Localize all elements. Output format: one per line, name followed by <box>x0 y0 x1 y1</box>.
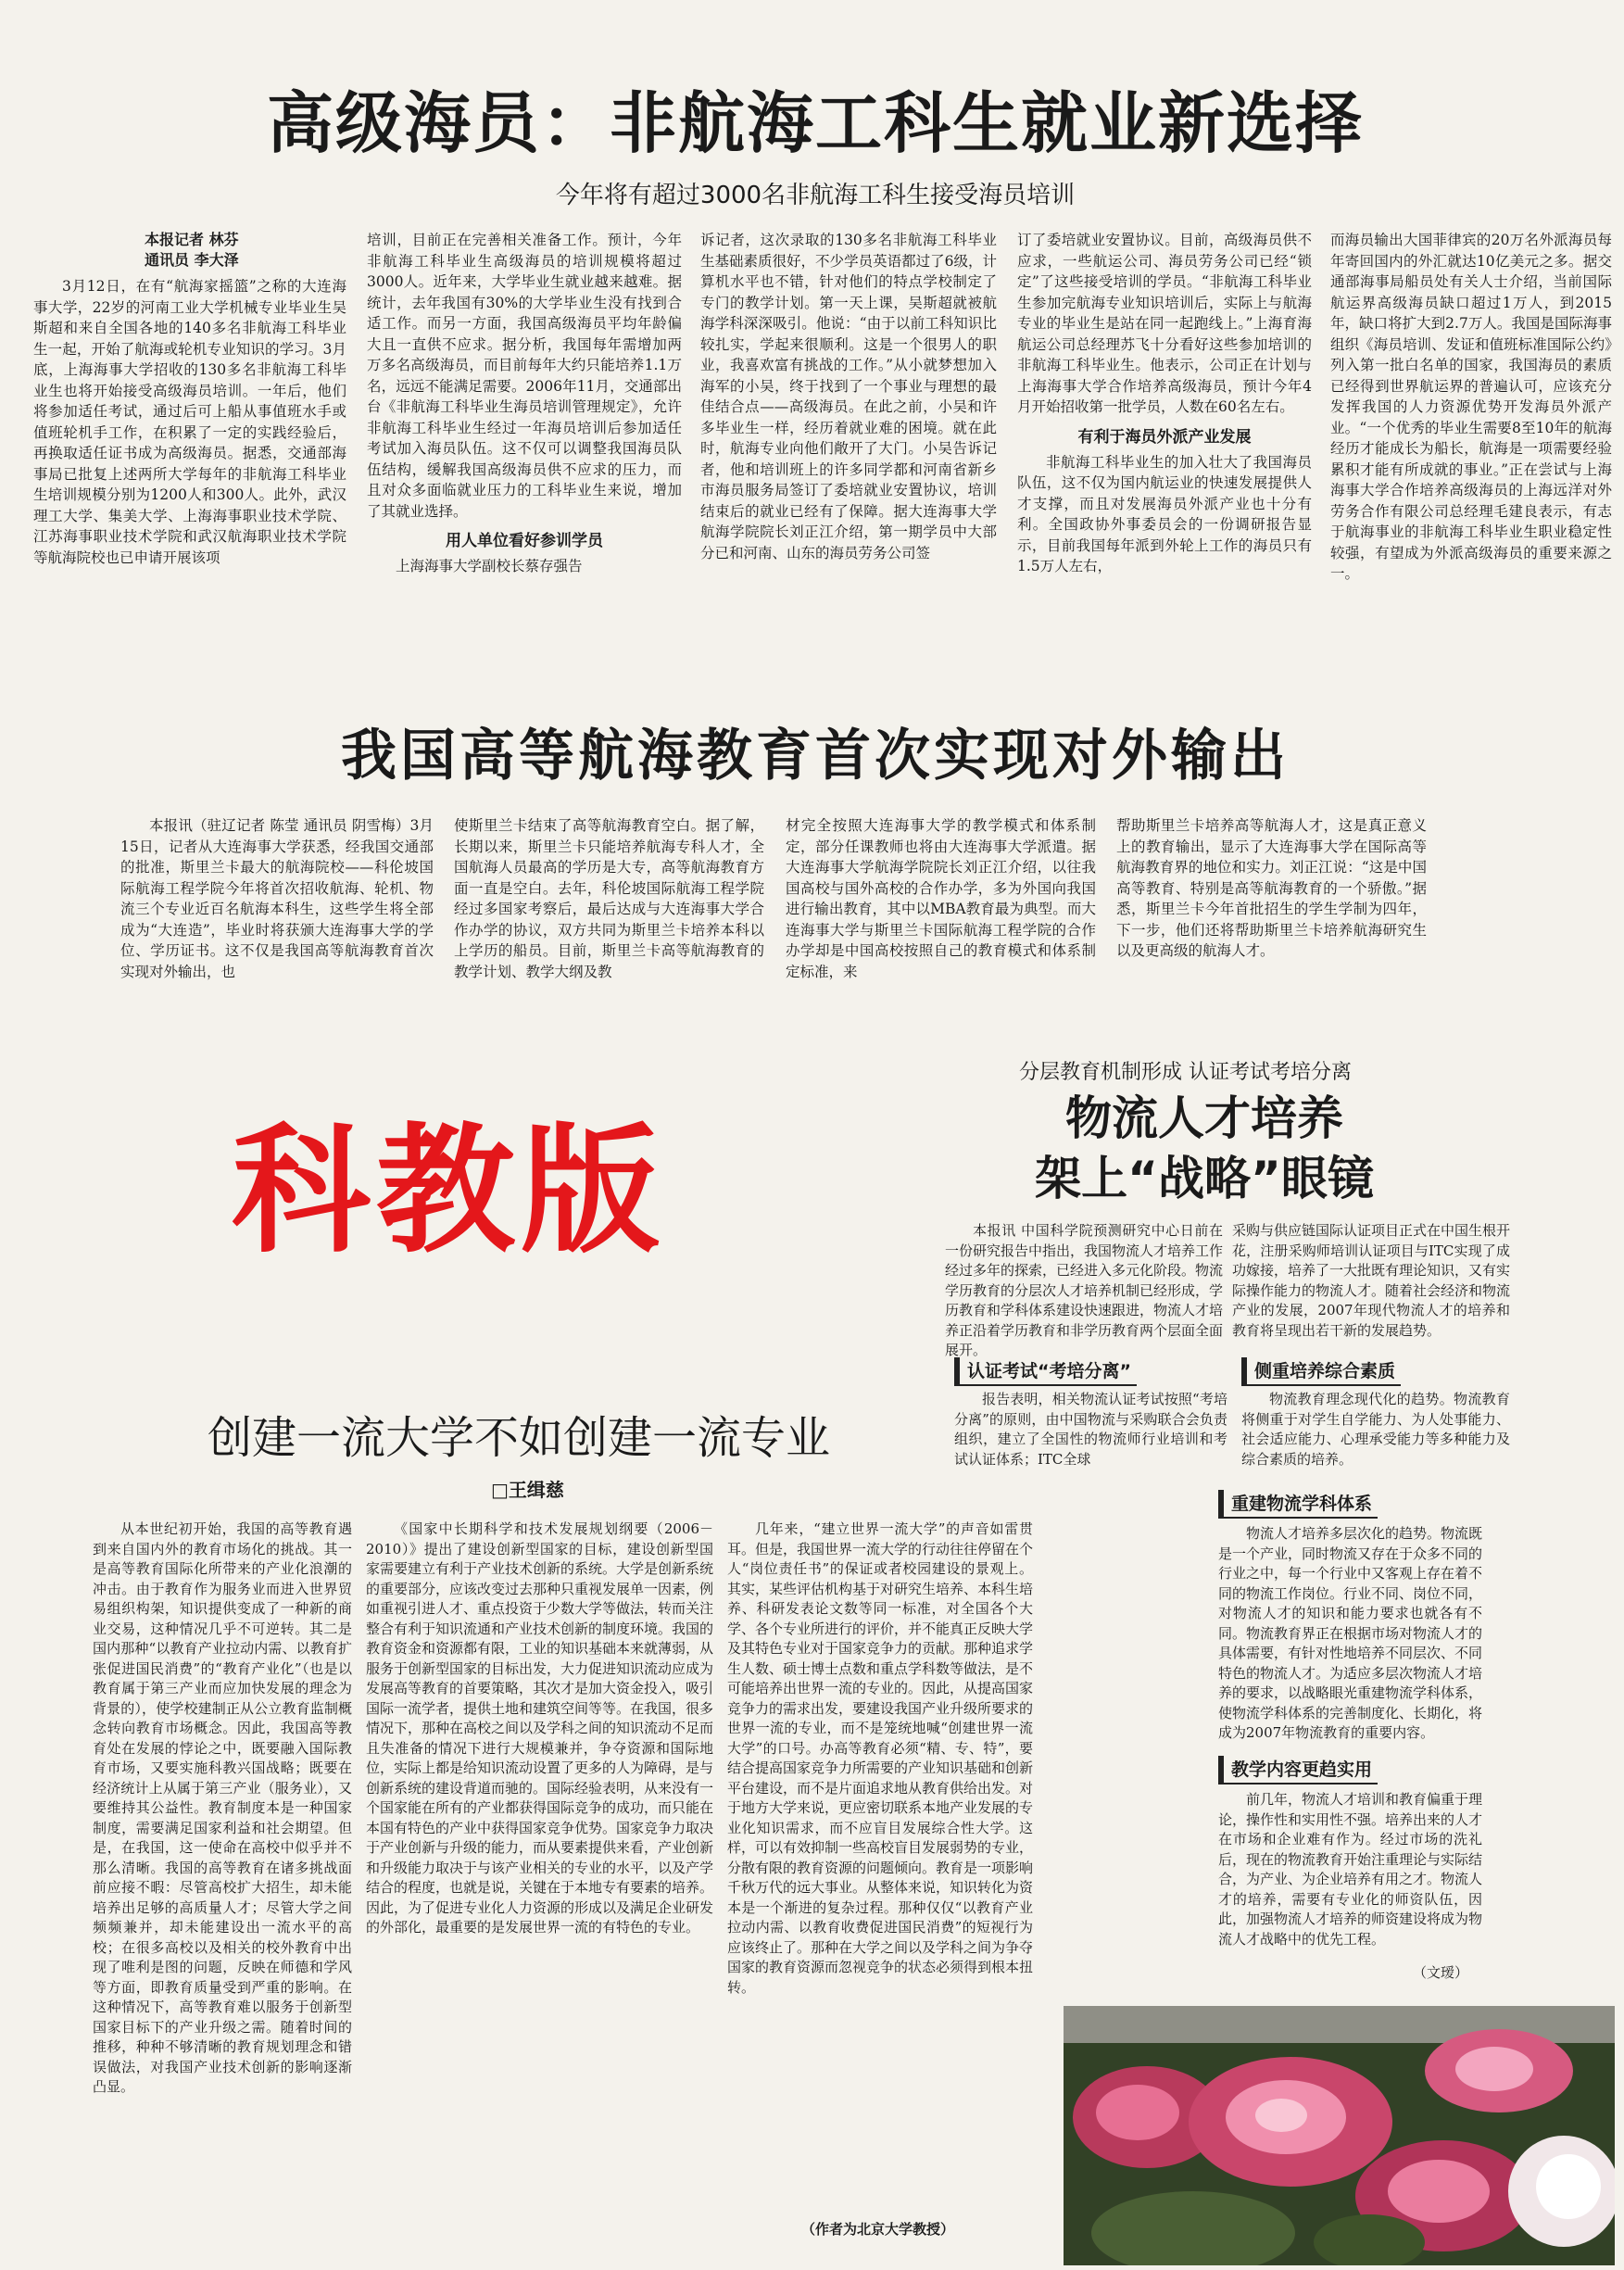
article1-column-4-text-b: 非航海工科毕业生的加入壮大了我国海员队伍，这不仅为国内航运业的快速发展提供人才支撑，而且对发展海员外派产业也十分有利。全国政协外事委员会的一份调研报告显示，目前我国每年派到外轮上工作的海员只有1.5万人左右， <box>1017 453 1312 574</box>
article1-column-1 <box>33 230 346 739</box>
article3-kicker: 分层教育机制形成 认证考试考培分离 <box>1019 1061 1352 1084</box>
article1-column-1-text: 3月12日，在有“航海家摇篮”之称的大连海事大学，22岁的河南工业大学机械专业毕业生吴斯超和来自全国各地的140多名非航海工科毕业生一起，开始了航海或轮机专业知识的学习。3月底，上海海事大学招收的130多名非航海工科毕业生也将开始接受高级海员培训。一年后，他们将参加适任考试，通过后可上船从事值班水手或值班轮机手工作，在积累了一定的实践经验后，再换取适任证书成为高级海员。据悉，交通部海事局已批复上述两所大学每年的非航海工科毕业生培训规模分别为1200人和300人。此外，武汉理工大学、集美大学、上海海事职业技术学院、江苏海事职业技术学院和武汉航海职业技术学院等航海院校也已申请开展该项 <box>33 278 346 566</box>
article1-subhead-outbound: 有利于海员外派产业发展 <box>1077 427 1252 447</box>
article3-subhead-certification <box>954 1357 1137 1386</box>
article3-headline-line1: 物流人才培养 <box>1065 1091 1343 1145</box>
article3-practical-body <box>1218 1790 1482 1961</box>
article4-column-2 <box>366 1520 713 2233</box>
article3-subhead-discipline <box>1218 1490 1378 1519</box>
article1-column-5 <box>1330 230 1612 749</box>
article1-subhead-employers: 用人单位看好参训学员 <box>446 532 603 550</box>
article1-column-5-text: 而海员输出大国菲律宾的20万名外派海员每年寄回国内的外汇就达10亿美元之多。据交通部海事局船员处有关人士介绍，当前国际航运界高级海员缺口超过1万人，到2015年，缺口将扩大到2.7万人。我国是国际海事组织《海员培训、发证和值班标准国际公约》列入第一批白名单的国家，我国海员的素质已经得到世界航运界的普遍认可，应该充分发挥我国的人力资源优势开发海员外派产业。“一个优秀的毕业生需要8至10年的航海经历才能成长为船长，航海是一项需要经验累积才能有所成就的事业。”正在尝试与上海海事大学合作培养高级海员的上海远洋对外劳务合作有限公司总经理毛建良表示，有志于航海事业的非航海工科毕业生职业稳定性较强，有望成为外派高级海员的重要来源之一。 <box>1330 232 1612 582</box>
article1-column-3-text: 诉记者，这次录取的130多名非航海工科毕业生基础素质很好，不少学员英语都过了6级，计算机水平也不错，针对他们的特点学校制定了专门的教学计划。第一天上课，吴斯超就被航海学科深深吸引。他说：“由于以前工科知识比较扎实，学起来很顺利。这是一个很男人的职业，我喜欢富有挑战的工作。”从小就梦想加入海军的小吴，终于找到了一个事业与理想的最佳结合点——高级海员。在此之前，小吴和许多毕业生一样，经历着就业难的困境。就在此时，航海专业向他们敞开了大门。小吴告诉记者，他和培训班上的许多同学都和河南省新乡市海员服务局签订了委培就业安置协议，培训结束后的就业已经有了保障。据大连海事大学航海学院院长刘正江介绍，第一期学员中大部分已和河南、山东的海员劳务公司签 <box>700 232 997 561</box>
article1-column-2 <box>367 230 682 749</box>
article1-column-4 <box>1017 230 1312 749</box>
article3-quality-text: 物流教育理念现代化的趋势。物流教育将侧重于对学生自学能力、为人处事能力、社会适应能力、心理承受能力等多种能力及综合素质的培养。 <box>1241 1391 1510 1468</box>
article3-discipline-body <box>1218 1524 1482 1751</box>
article4-column-1-text: 从本世纪初开始，我国的高等教育遇到来自国内外的教育市场化的挑战。其一是高等教育国际化所带来的产业化浪潮的冲击。由于教育作为服务业而进入世界贸易组织构架，知识提供变成了一种新的商业交易，这种情况几乎不可逆转。其二是国内那种“以教育产业拉动内需、以教育扩张促进国民消费”的“教育产业化”（也是以教育属于第三产业而应加快发展的理念为背景的），使学校建制正从公立教育监制概念转向教育市场概念。因此，我国高等教育处在发展的悖论之中，既要融入国际教育市场，又要实施科教兴国战略；既要在经济统计上从属于第三产业（服务业），又要维持其公益性。教育制度本是一种国家制度，需要满足国家利益和社会期望。但是，在我国，这一使命在高校中似乎并不那么清晰。我国的高等教育在诸多挑战面前应接不暇：尽管高校扩大招生，却未能培养出足够的高质量人才；尽管大学之间频频兼并，却未能建设出一流水平的高校；在很多高校以及相关的校外教育中出现了唯利是图的问题，反映在师德和学风等方面，即教育质量受到严重的影响。在这种情况下，高等教育难以服务于创新型国家目标下的产业升级之需。随着时间的推移，种种不够清晰的教育规划理念和错误做法，对我国产业技术创新的影响逐渐凸显。 <box>93 1520 352 2095</box>
article3-intro-right <box>1232 1221 1510 1362</box>
article2-column-1 <box>120 815 434 1130</box>
article4-column-2-text: 《国家中长期科学和技术发展规划纲要（2006－2010）》提出了建设创新型国家的目标，建设创新型国家需要建立有利于产业技术创新的系统。大学是创新系统的重要部分，应该改变过去那种只重视发展单一因素，例如重视引进人才、重点投资于少数大学等做法，转而关注整合有利于知识流通和产业技术创新的制度环境。我国的教育资金和资源都有限，工业的知识基础本来就薄弱，从服务于创新型国家的目标出发，大力促进知识流动应成为发展高等教育的首要策略，其次才是加大资金投入，吸引国际一流学者，提供土地和建筑空间等等。在我国，很多情况下，那种在高校之间以及学科之间的知识流动不足而且失准备的情况下进行大规模兼并，争夺资源和国际地位，实际上都是给知识流动设置了更多的人为障碍，是与创新系统的建设背道而驰的。国际经验表明，从来没有一个国家能在所有的产业都获得国际竞争的成功，而只能在本国有特色的产业中获得国家竞争优势。国家竞争力取决于产业创新与升级的能力，而从要素提供来看，产业创新和升级能力取决于与该产业相关的专业的水平，以及产学结合的程度，也就是说，关键在于本地专有要素的培养。因此，为了促进专业化人力资源的形成以及满足企业研发的外部化，最重要的是发展世界一流的有特色的专业。 <box>366 1520 713 1936</box>
article1-column-2-text-b: 上海海事大学副校长蔡存强告 <box>396 558 583 574</box>
article4-column-3 <box>727 1520 1033 2205</box>
article3-certification-text: 报告表明，相关物流认证考试按照“考培分离”的原则，由中国物流与采购联合会负责组织，建立了全国性的物流师行业培训和考试认证体系；ITC全球 <box>954 1391 1227 1468</box>
article3-intro-right-text: 采购与供应链国际认证项目正式在中国生根开花，注册采购师培训认证项目与ITC实现了成功嫁接，培养了一大批既有理论知识，又有实际操作能力的物流人才。随着社会经济和物流产业的发展，2007年现代物流人才的培养和教育将呈现出若干新的发展趋势。 <box>1232 1222 1510 1339</box>
article3-discipline-text: 物流人才培养多层次化的趋势。物流既是一个产业，同时物流又存在于众多不同的行业之中，每一个行业中又客观上存在着不同的物流工作岗位。行业不同、岗位不同，对物流人才的知识和能力要求也就各有不同。物流教育界正在根据市场对物流人才的具体需要，有针对性地培养不同层次、不同特色的物流人才。为适应多层次物流人才培养的要求，以战略眼光重建物流学科体系，使物流学科体系的完善制度化、长期化，将成为2007年物流教育的重要内容。 <box>1218 1525 1482 1741</box>
article4-sign: （作者为北京大学教授） <box>801 2221 955 2238</box>
article2-column-4-text: 帮助斯里兰卡培养高等航海人才，这是真正意义上的教育输出，显示了大连海事大学在国际高等航海教育界的地位和实力。刘正江说：“这是中国高等教育、特别是高等航海教育的一个骄傲。”据悉，斯里兰卡今年首批招生的学生学制为四年，下一步，他们还将帮助斯里兰卡培养航海研究生以及更高级的航海人才。 <box>1116 817 1427 959</box>
article3-intro-left <box>945 1221 1223 1362</box>
article3-headline-line2: 架上“战略”眼镜 <box>1035 1152 1374 1205</box>
article1-column-2-text: 培训，目前正在完善相关准备工作。预计，今年非航海工科毕业生高级海员的培训规模将超过3000人。近年来，大学毕业生就业越来越难。据统计，去年我国有30%的大学毕业生没有找到合适工作。而另一方面，我国高级海员平均年龄偏大且一直供不应求。据分析，我国每年需增加两万多名高级海员，而目前每年大约只能培养1.1万名，远远不能满足需要。2006年11月，交通部出台《非航海工科毕业生海员培训管理规定》，允许非航海工科毕业生经过一年海员培训后参加适任考试加入海员队伍。这不仅可以调整我国海员队伍结构，缓解我国高级海员供不应求的压力，而且对众多面临就业压力的工科毕业生来说，增加了其就业选择。 <box>367 232 682 520</box>
article3-subhead-practical <box>1218 1756 1378 1784</box>
article1-subheadline: 今年将有超过3000名非航海工科生接受海员培训 <box>555 182 1076 209</box>
article3-subhead-certification-label: 认证考试“考培分离” <box>954 1357 1137 1386</box>
article3-subhead-quality <box>1241 1357 1401 1386</box>
article1-headline: 高级海员：非航海工科生就业新选择 <box>266 84 1364 162</box>
article3-subhead-quality-label: 侧重培养综合素质 <box>1241 1357 1401 1386</box>
article3-subhead-practical-label: 教学内容更趋实用 <box>1218 1756 1378 1784</box>
article4-author: □王缉慈 <box>491 1479 564 1501</box>
article2-headline: 我国高等航海教育首次实现对外输出 <box>341 724 1290 788</box>
article2-column-3-text: 材完全按照大连海事大学的教学模式和体系制定，部分任课教师也将由大连海事大学派遣。据大连海事大学航海学院院长刘正江介绍，以往我国高校与国外高校的合作办学，多为外国向我国进行输出教育，其中以MBA教育最为典型。而大连海事大学与斯里兰卡国际航海工程学院的合作办学却是中国高校按照自己的教育模式和体系制定标准，来 <box>786 817 1096 980</box>
article3-subhead-discipline-label: 重建物流学科体系 <box>1218 1490 1378 1519</box>
article4-column-1 <box>93 1520 352 2233</box>
article3-certification-body <box>954 1390 1227 1482</box>
article1-column-3 <box>700 230 997 749</box>
article3-practical-text: 前几年，物流人才培训和教育偏重于理论，操作性和实用性不强。培养出来的人才在市场和企业难有作为。经过市场的洗礼后，现在的物流教育开始注重理论与实际结合，为产业、为企业培养有用之才。物流人才的培养，需要有专业化的师资队伍，因此，加强物流人才培养的师资建设将成为物流人才战略中的优先工程。 <box>1218 1791 1482 1948</box>
article4-column-3-text: 几年来，“建立世界一流大学”的声音如雷贯耳。但是，我国世界一流大学的行动往往停留在个人“岗位责任书”的保证或者校园建设的景观上。其实，某些评估机构基于对研究生培养、本科生培养、科研发表论文数等同一标准，对全国各个大学、各个专业所进行的评价，并不能真正反映大学及其特色专业对于国家竞争力的贡献。那种追求学生人数、硕士博士点数和重点学科数等做法，是不可能培养出世界一流的专业的。因此，从提高国家竞争力的需求出发，要建设我国产业升级所要求的世界一流的专业，而不是笼统地喊“创建世界一流大学”的口号。办高等教育必须“精、专、特”，要结合提高国家竞争力所需要的产业知识基础和创新平台建设，而不是片面追求地从教育供给出发。对于地方大学来说，更应密切联系本地产业发展的专业化知识需求，而不应盲目发展综合性大学。这样，可以有效抑制一些高校盲目发展弱势的专业，分散有限的教育资源的问题倾向。教育是一项影响千秋万代的远大事业。从整体来说，知识转化为资本是一个渐进的复杂过程。那种仅仅“以教育产业拉动内需、以教育收费促进国民消费”的短视行为应该终止了。那种在大学之间以及学科之间为争夺国家的教育资源而忽视竞争的状态必须得到根本扭转。 <box>727 1520 1033 1996</box>
article3-intro-left-text: 本报讯 中国科学院预测研究中心日前在一份研究报告中指出，我国物流人才培养工作经过多年的探索，已经进入多元化阶段。物流学历教育的分层次人才培养机制已经形成，学历教育和学科体系建设快速跟进，物流人才培养正沿着学历教育和非学历教育两个层面全面展开。 <box>945 1222 1223 1358</box>
article1-byline-correspondent: 通讯员 李大泽 <box>145 251 239 269</box>
article2-column-2-text: 使斯里兰卡结束了高等航海教育空白。据了解，长期以来，斯里兰卡只能培养航海专科人才，全国航海人员最高的学历是大专，高等航海教育方面一直是空白。去年，科伦坡国际航海工程学院经过多国家考察后，最后达成与大连海事大学合作办学的协议，双方共同为斯里兰卡培养本科以上学历的船员。目前，斯里兰卡高等航海教育的教学计划、教学大纲及教 <box>454 817 764 980</box>
article3-sign: （文瑷） <box>1413 1964 1469 1981</box>
article1-byline-reporter: 本报记者 林芬 <box>145 231 239 248</box>
section-title: 科教版 <box>232 1109 666 1272</box>
peony-flowers-photo <box>1064 2006 1615 2265</box>
article4-headline: 创建一流大学不如创建一流专业 <box>207 1412 830 1464</box>
article3-quality-body <box>1241 1390 1510 1482</box>
article1-column-4-text: 订了委培就业安置协议。目前，高级海员供不应求，一些航运公司、海员劳务公司已经“锁定”了这些接受培训的学员。“非航海工科毕业生参加完航海专业知识培训后，实际上与航海专业的毕业生是站在同一起跑线上。”上海育海航运公司总经理苏飞十分看好这些参加培训的非航海工科毕业生。他表示，公司正在计划与上海海事大学合作培养高级海员，预计今年4月开始招收第一批学员，人数在60名左右。 <box>1017 232 1312 415</box>
article2-column-2 <box>454 815 764 1130</box>
peony-photo-illustration <box>1064 2006 1615 2265</box>
article2-column-1-text: 本报讯（驻辽记者 陈莹 通讯员 阴雪梅）3月15日，记者从大连海事大学获悉，经我国交通部的批准，斯里兰卡最大的航海院校——科伦坡国际航海工程学院今年将首次招收航海、轮机、物流三个专业近百名航海本科生，这些学生将全部成为“大连造”，毕业时将获颁大连海事大学的学位、学历证书。这不仅是我国高等航海教育首次实现对外输出，也 <box>120 817 434 980</box>
